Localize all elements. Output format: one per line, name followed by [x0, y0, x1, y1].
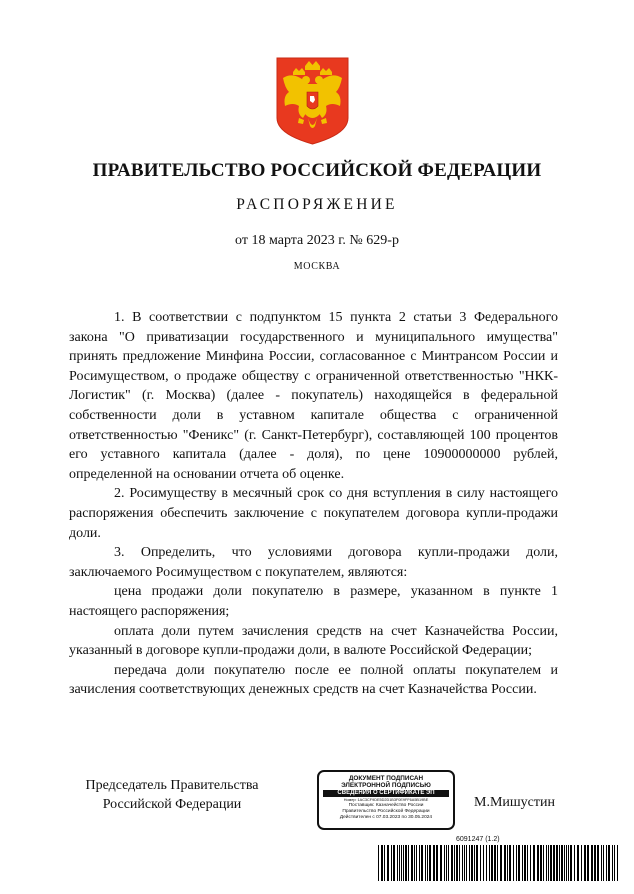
barcode-bar [451, 845, 453, 881]
barcode-bar [425, 845, 426, 881]
barcode-bar [462, 845, 463, 881]
barcode-bar [546, 845, 547, 881]
document-type: РАСПОРЯЖЕНИЕ [236, 196, 398, 213]
barcode-bar [513, 845, 514, 881]
barcode-bar [614, 845, 615, 881]
paragraph: оплата доли путем зачисления средств на счет Казначейства России, указанный в договоре купли-продажи доли, в валюте Российской Федерации; [69, 623, 558, 659]
barcode-bar [444, 845, 445, 881]
barcode-bar [491, 845, 493, 881]
barcode-bar [440, 845, 442, 881]
barcode-bar [507, 845, 508, 881]
barcode-bar [459, 845, 460, 881]
barcode-bar [401, 845, 402, 881]
paragraph: 3. Определить, что условиями договора купли-продажи доли, заключаемого Росимуществом с покупателем, являются: [69, 545, 558, 580]
barcode-bar [577, 845, 579, 881]
barcode-bar [446, 845, 447, 881]
barcode-bar [597, 845, 599, 881]
stamp-validity: Действителен с 07.03.2023 по 30.05.2024 [339, 815, 433, 820]
barcode-bar [606, 845, 607, 881]
barcode-bar [397, 845, 398, 881]
barcode-bar [427, 845, 428, 881]
barcode-bar [414, 845, 415, 881]
government-title: ПРАВИТЕЛЬСТВО РОССИЙСКОЙ ФЕДЕРАЦИИ [92, 160, 542, 181]
barcode-bar [509, 845, 511, 881]
barcode-bar [471, 845, 473, 881]
signatory-name: М.Мишустин [474, 795, 555, 810]
barcode-bar [436, 845, 438, 881]
paragraph: цена продажи доли покупателю в размере, указанном в пункте 1 настоящего распоряжения; [69, 584, 558, 619]
barcode-bar [387, 845, 389, 881]
barcode-bar [591, 845, 593, 881]
barcode-bar [448, 845, 449, 881]
barcode-bar [504, 845, 506, 881]
barcode-bar [456, 845, 458, 881]
barcode-bar [489, 845, 490, 881]
barcode-bar [540, 845, 542, 881]
russian-coat-of-arms-icon [275, 56, 350, 146]
barcode-bar [533, 845, 535, 881]
barcode-bar [564, 845, 565, 881]
document-body [69, 308, 558, 700]
document-date-number: от 18 марта 2023 г. № 629-р [235, 233, 399, 248]
barcode-bar [469, 845, 470, 881]
barcode-bar [476, 845, 478, 881]
barcode-bar [454, 845, 455, 881]
barcode-bar [594, 845, 596, 881]
barcode-bar [480, 845, 481, 881]
barcode-bar [574, 845, 575, 881]
barcode-bar [561, 845, 563, 881]
barcode-bar [429, 845, 431, 881]
signatory-role-line: Председатель Правительства [85, 778, 259, 793]
barcode-bar [486, 845, 487, 881]
barcode-bar [411, 845, 413, 881]
barcode-bar [483, 845, 484, 881]
barcode-bar [419, 845, 420, 881]
barcode-bar [399, 845, 400, 881]
barcode-bar [433, 845, 435, 881]
barcode-bar [608, 845, 610, 881]
barcode-bar [603, 845, 604, 881]
barcode-bar [393, 845, 395, 881]
barcode-bar [550, 845, 552, 881]
paragraph: 1. В соответствии с подпунктом 15 пункта 2 статьи 3 Федерального закона "О приватизации государственного и муниципального имущества" принять предложение Минфина России, согласованное с Минтрансом России и Росимуществом, о продаже обществу с ограниченной ответственностью "НКК-Логистик" (г. Москва) (далее - покупатель) находящейся в федеральной собственности доли в уставном капитале общества с ограниченной ответственностью "Феникс" (г. Санкт-Петербург), составляющей 100 процентов его уставного капитала (далее - доля), по цене 10900000000 рублей, определенной на основании отчета об оценке. [69, 310, 558, 482]
barcode-bar [559, 845, 560, 881]
barcode-bar [474, 845, 475, 881]
paragraph: 2. Росимуществу в месячный срок со дня вступления в силу настоящего распоряжения обеспечить заключение с покупателем договора купли-продажи доли. [69, 486, 558, 541]
barcode-bar [408, 845, 409, 881]
barcode-bar [601, 845, 602, 881]
barcode-bar [553, 845, 555, 881]
barcode-bar [524, 845, 526, 881]
barcode-bar [378, 845, 379, 881]
barcode-bar [527, 845, 528, 881]
barcode-bar [617, 845, 618, 881]
barcode-bar [530, 845, 531, 881]
barcode-bar [548, 845, 549, 881]
barcode-bar [421, 845, 423, 881]
barcode-bar [497, 845, 498, 881]
signatory-role [62, 776, 282, 814]
barcode-bar [522, 845, 523, 881]
barcode-bar [466, 845, 467, 881]
barcode-bar [537, 845, 539, 881]
barcode-bar [587, 845, 589, 881]
stamp-issuer: Поставщик: Казначейство России [348, 803, 424, 808]
barcode-bar [416, 845, 417, 881]
document-city: МОСКВА [293, 261, 341, 272]
barcode-bar [570, 845, 572, 881]
barcode-bar [500, 845, 502, 881]
barcode-bar [405, 845, 407, 881]
barcode-bar [518, 845, 520, 881]
barcode-bar [584, 845, 586, 881]
barcode-bar [566, 845, 567, 881]
signatory-role-line: Российской Федерации [102, 797, 242, 812]
barcode [378, 845, 622, 881]
barcode-bar [543, 845, 544, 881]
barcode-bar [556, 845, 558, 881]
barcode-bar [516, 845, 517, 881]
barcode-bar [403, 845, 404, 881]
barcode-bar [391, 845, 392, 881]
barcode-bar [384, 845, 385, 881]
stamp-line: ДОКУМЕНТ ПОДПИСАН [348, 775, 424, 782]
stamp-issuer: Правительство Российской Федерации [342, 809, 430, 814]
barcode-bar [612, 845, 613, 881]
barcode-bar [581, 845, 582, 881]
stamp-certificate-header: СВЕДЕНИЯ О СЕРТИФИКАТЕ ЭП [323, 790, 449, 797]
paragraph: передача доли покупателю после ее полной оплаты покупателем и зачисления соответствующих денежных средств на счет Казначейства России. [69, 662, 558, 698]
barcode-bar [494, 845, 496, 881]
stamp-line: ЭЛЕКТРОННОЙ ПОДПИСЬЮ [341, 782, 431, 789]
barcode-bar [464, 845, 465, 881]
stamp-serial: Номер: 1AC3CF9DE5D2D1B3F0E9FF6A5B19BE [343, 798, 429, 802]
barcode-bar [381, 845, 383, 881]
electronic-signature-stamp [317, 770, 455, 830]
barcode-number: 6091247 (1.2) [456, 836, 500, 843]
barcode-bar [568, 845, 569, 881]
